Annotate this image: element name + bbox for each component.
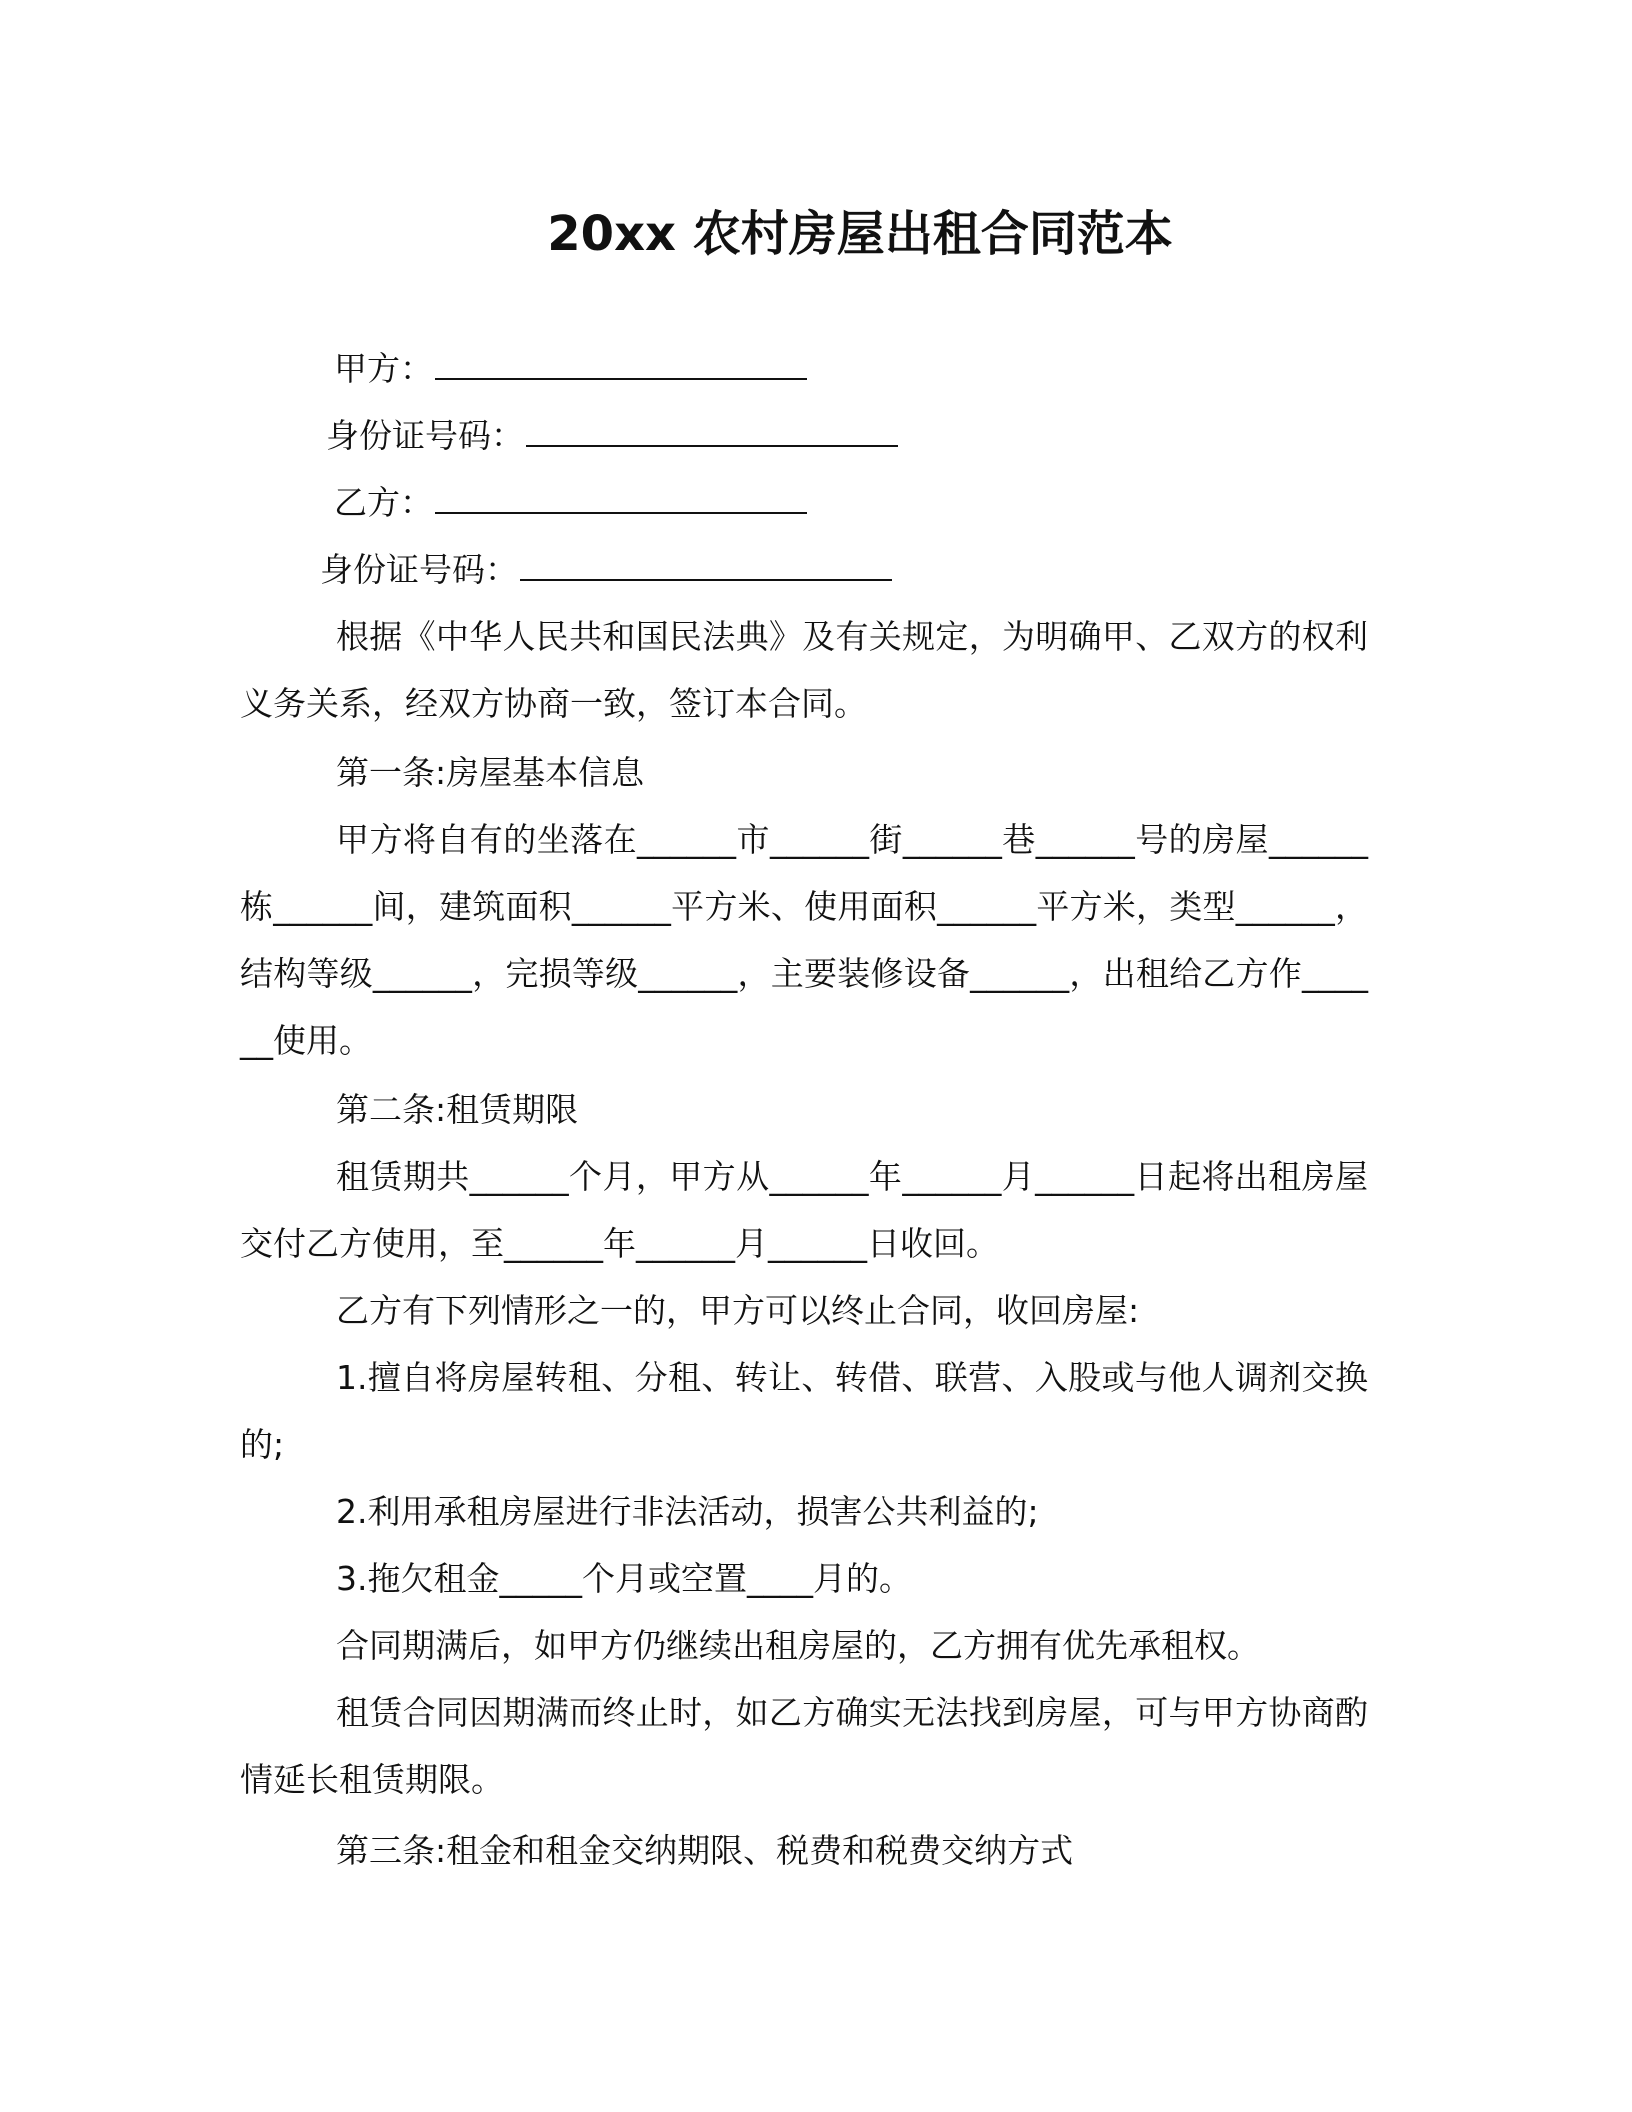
- article3-heading: 第三条:租金和租金交纳期限、税费和税费交纳方式: [336, 1831, 1074, 1870]
- termination-item-3: 3.拖欠租金_____个月或空置____月的。: [336, 1559, 912, 1598]
- party-a-id-label: 身份证号码：: [326, 416, 524, 455]
- termination-item-1: 1.擅自将房屋转租、分租、转让、转借、联营、入股或与他人调剂交换的;: [240, 1358, 1368, 1464]
- article2-body: 租赁期共______个月，甲方从______年______月______日起将出租房屋交付乙方使用，至______年______月______日收回。: [240, 1157, 1368, 1263]
- article1-heading: 第一条:房屋基本信息: [336, 753, 645, 792]
- party-b-id-blank[interactable]: [520, 578, 892, 581]
- document-body: [240, 335, 1368, 1884]
- party-b-id-line: [240, 536, 1368, 603]
- party-a-blank[interactable]: [435, 377, 807, 380]
- party-a-line: [240, 335, 1368, 402]
- extension-paragraph: 租赁合同因期满而终止时，如乙方确实无法找到房屋，可与甲方协商酌情延长租赁期限。: [240, 1693, 1368, 1799]
- party-a-label: 甲方：: [334, 349, 433, 388]
- intro-paragraph: 根据《中华人民共和国民法典》及有关规定，为明确甲、乙双方的权利义务关系，经双方协商一致，签订本合同。: [240, 617, 1368, 723]
- party-b-line: [240, 469, 1368, 536]
- renewal-paragraph: 合同期满后，如甲方仍继续出租房屋的，乙方拥有优先承租权。: [336, 1626, 1260, 1665]
- party-b-id-label: 身份证号码：: [320, 550, 518, 589]
- termination-item-2: 2.利用承租房屋进行非法活动，损害公共利益的;: [336, 1492, 1039, 1531]
- article1-body: 甲方将自有的坐落在______市______街______巷______号的房屋______栋______间，建筑面积______平方米、使用面积______平方米，类型______，结构等级______，完损等级______，主要装修设备______，出租给乙方作______使用。: [240, 820, 1368, 1060]
- party-a-id-blank[interactable]: [526, 444, 898, 447]
- article2-heading: 第二条:租赁期限: [336, 1090, 579, 1129]
- termination-intro: 乙方有下列情形之一的，甲方可以终止合同，收回房屋:: [336, 1291, 1140, 1330]
- party-b-blank[interactable]: [435, 511, 807, 514]
- document-title: 20xx 农村房屋出租合同范本: [547, 206, 1173, 262]
- party-a-id-line: [240, 402, 1368, 469]
- party-b-label: 乙方：: [334, 483, 433, 522]
